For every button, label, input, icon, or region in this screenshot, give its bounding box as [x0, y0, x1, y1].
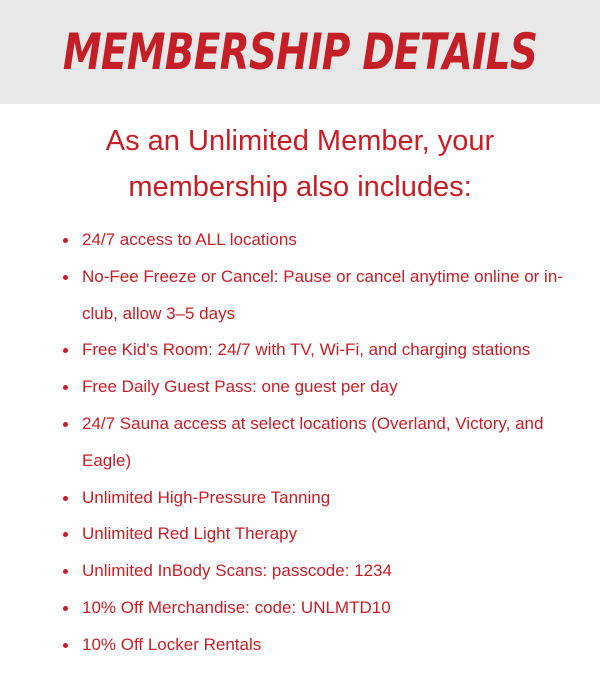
- bullet-icon: [63, 569, 68, 574]
- benefit-item: [63, 259, 573, 333]
- bullet-icon: [63, 606, 68, 611]
- header-banner: [0, 0, 600, 104]
- benefit-item: [63, 627, 573, 664]
- benefit-item: [63, 553, 573, 590]
- bullet-icon: [63, 385, 68, 390]
- bullet-icon: [63, 238, 68, 243]
- benefit-text: 24/7 Sauna access at select locations (Overland, Victory, and Eagle): [82, 413, 544, 470]
- benefits-list: [0, 222, 573, 664]
- benefit-text: Unlimited InBody Scans: passcode: 1234: [82, 561, 392, 581]
- bullet-icon: [63, 275, 68, 280]
- benefit-item: [63, 480, 573, 517]
- intro-text: As an Unlimited Member, your membership also includes:: [105, 125, 495, 203]
- benefit-text: Unlimited Red Light Therapy: [82, 524, 298, 544]
- benefit-item: [63, 332, 573, 369]
- page-title: MEMBERSHIP DETAILS: [62, 23, 538, 81]
- content-area: [0, 104, 600, 664]
- benefit-item: [63, 590, 573, 627]
- bullet-icon: [63, 496, 68, 501]
- benefit-item: [63, 369, 573, 406]
- bullet-icon: [63, 422, 68, 427]
- benefit-text: 10% Off Locker Rentals: [82, 634, 262, 654]
- benefit-text: 10% Off Merchandise: code: UNLMTD10: [82, 597, 391, 617]
- benefit-text: Free Kid's Room: 24/7 with TV, Wi-Fi, and charging stations: [82, 340, 531, 360]
- benefit-text: Unlimited High-Pressure Tanning: [82, 487, 331, 507]
- benefit-text: Free Daily Guest Pass: one guest per day: [82, 377, 398, 397]
- benefit-item: [63, 406, 573, 480]
- benefit-item: [63, 222, 573, 259]
- bullet-icon: [63, 532, 68, 537]
- bullet-icon: [63, 643, 68, 648]
- benefit-text: No-Fee Freeze or Cancel: Pause or cancel anytime online or in-club, allow 3–5 days: [82, 266, 563, 323]
- benefit-text: 24/7 access to ALL locations: [82, 230, 297, 249]
- benefit-item: [63, 516, 573, 553]
- bullet-icon: [63, 348, 68, 353]
